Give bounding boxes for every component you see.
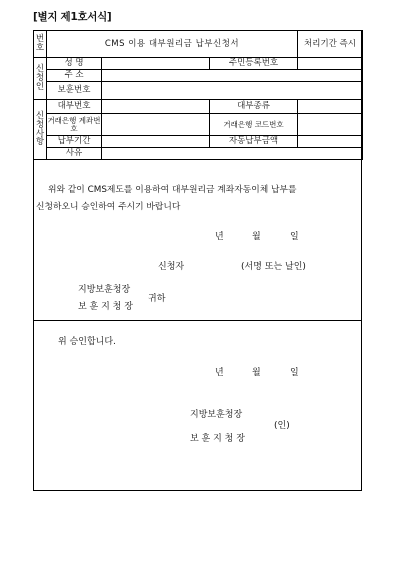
bank-code-label: 거래은행 코드번호 [210,114,298,136]
statement-line-2: 신청하오니 승인하여 주시기 바랍니다 [36,202,181,212]
request-group-label: 신 청 사 항 [34,100,47,160]
auto-payment-amount-label: 자동납부금액 [210,136,298,148]
payment-period-label: 납부기간 [47,136,102,148]
loan-type-label: 대부종류 [210,100,298,114]
resident-number-field[interactable] [298,58,363,70]
reason-field[interactable] [102,148,363,160]
date-month-1: 월 [252,232,261,242]
applicant-group-label: 신 청 인 [34,58,47,100]
section-divider [33,320,362,321]
date-month-2: 월 [252,368,261,378]
loan-type-field[interactable] [298,100,363,114]
veteran-number-label: 보훈번호 [47,82,102,100]
bank-code-field[interactable] [298,114,363,136]
signature-label: (서명 또는 날인) [241,262,306,272]
loan-number-label: 대부번호 [47,100,102,114]
statement-line-1: 위와 같이 CMS제도를 이용하여 대부원리금 계좌자동이체 납부를 [48,185,297,195]
reason-label: 사유 [47,148,102,160]
payment-period-field[interactable] [102,136,210,148]
bank-account-label: 거래은행 계좌번호 [47,114,102,136]
number-label: 번 호 [34,31,47,58]
office-line-2: 보 훈 지 청 장 [78,302,133,312]
bank-account-field[interactable] [102,114,210,136]
loan-number-field[interactable] [102,100,210,114]
applicant-signer-label: 신청자 [158,262,185,272]
resident-number-label: 주민등록번호 [210,58,298,70]
name-field[interactable] [102,58,210,70]
auto-payment-amount-field[interactable] [298,136,363,148]
seal-label: (인) [274,421,290,431]
application-table [33,30,363,160]
approver-office-line-2: 보 훈 지 청 장 [190,434,245,444]
veteran-number-field[interactable] [102,82,363,100]
office-line-1: 지방보훈청장 [78,285,131,295]
form-number-label: [별지 제1호서식] [33,11,112,23]
name-label: 성 명 [47,58,102,70]
date-year-2: 년 [215,368,224,378]
address-field[interactable] [102,70,363,82]
processing-period: 처리기간 즉시 [298,31,363,58]
approval-text: 위 승인합니다. [58,337,116,347]
honorific-label: 귀하 [148,294,166,304]
form-title: CMS 이용 대부원리금 납부신청서 [47,31,298,58]
date-day-2: 일 [290,368,299,378]
approver-office-line-1: 지방보훈청장 [190,410,243,420]
date-day-1: 일 [290,232,299,242]
date-year-1: 년 [215,232,224,242]
address-label: 주 소 [47,70,102,82]
